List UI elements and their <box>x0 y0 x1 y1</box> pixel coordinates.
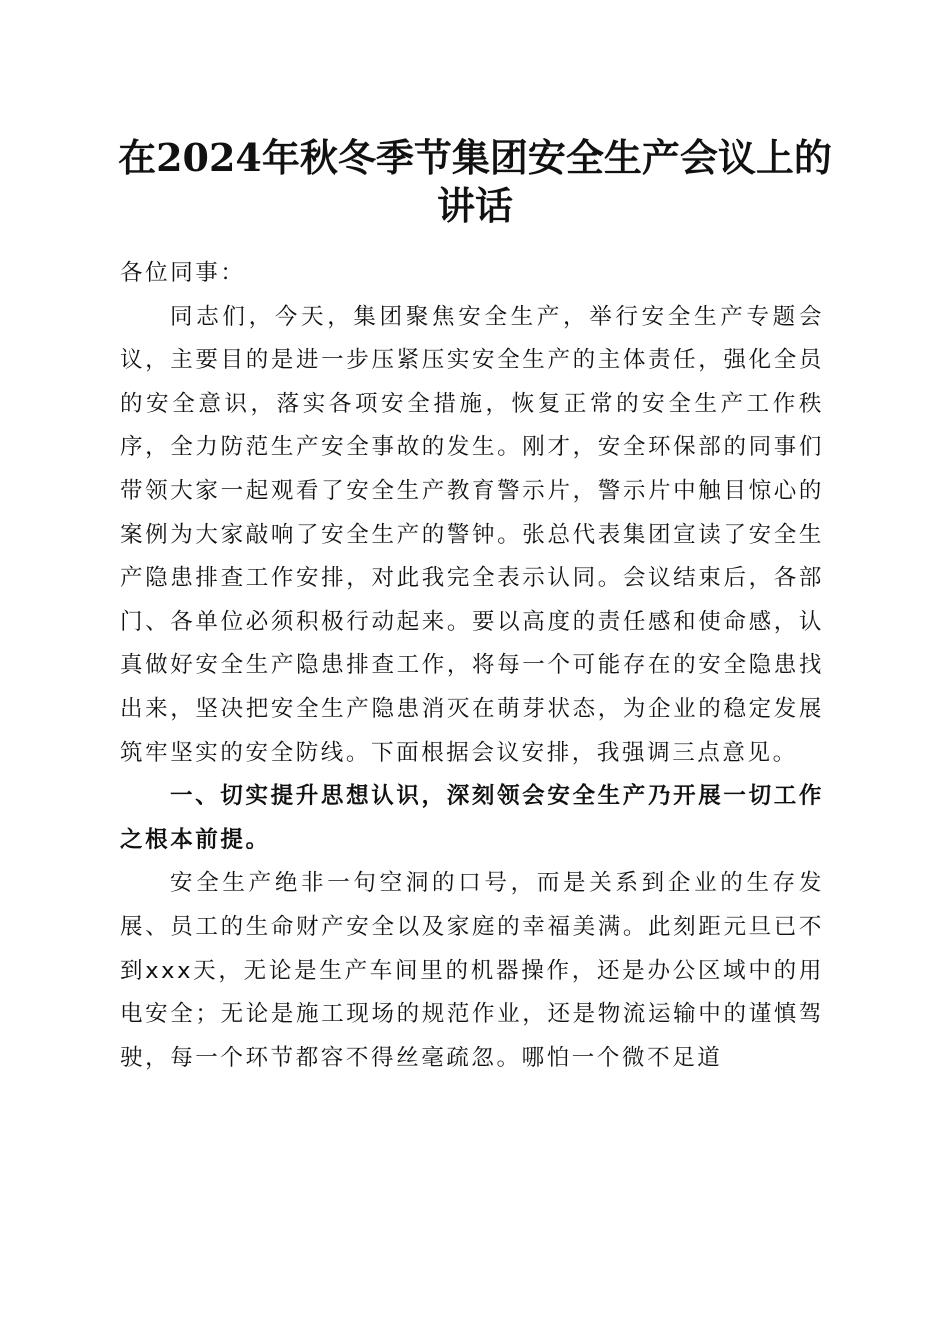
body-paragraph-intro: 同志们，今天，集团聚焦安全生产，举行安全生产专题会议，主要目的是进一步压紧压实安全生产的主体责任，强化全员的安全意识，落实各项安全措施，恢复正常的安全生产工作秩序，全力防范生产安全事故的发生。刚才，安全环保部的同事们带领大家一起观看了安全生产教育警示片，警示片中触目惊心的案例为大家敲响了安全生产的警钟。张总代表集团宣读了安全生产隐患排查工作安排，对此我完全表示认同。会议结束后，各部门、各单位必须积极行动起来。要以高度的责任感和使命感，认真做好安全生产隐患排查工作，将每一个可能存在的安全隐患找出来，坚决把安全生产隐患消灭在萌芽状态，为企业的稳定发展筑牢坚实的安全防线。下面根据会议安排，我强调三点意见。 <box>120 303 824 766</box>
document-title: 在2024年秋冬季节集团安全生产会议上的讲话 <box>118 135 832 228</box>
section-paragraph-1: 安全生产绝非一句空洞的口号，而是关系到企业的生存发展、员工的生命财产安全以及家庭的幸福美满。此刻距元旦已不到xxx天，无论是生产车间里的机器操作，还是办公区域中的用电安全；无论是施工现场的规范作业，还是物流运输中的谨慎驾驶，每一个环节都容不得丝毫疏忽。哪怕一个微不足道 <box>120 870 824 1071</box>
section-heading-1: 一、切实提升思想认识，深刻领会安全生产乃开展一切工作之根本前提。 <box>120 783 824 853</box>
document-body <box>120 252 824 1080</box>
salutation: 各位同事： <box>120 260 246 286</box>
